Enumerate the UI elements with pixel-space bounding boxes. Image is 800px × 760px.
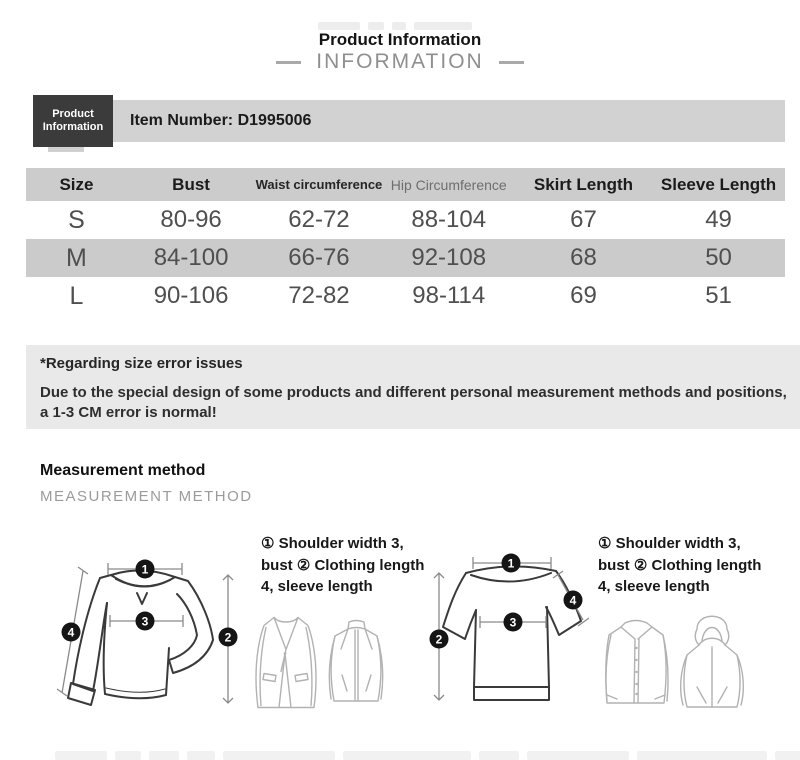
faded-next-text — [55, 751, 800, 760]
faded-block — [187, 751, 215, 760]
table-row-m — [26, 239, 785, 277]
faded-block — [368, 22, 384, 30]
faded-block — [479, 751, 519, 760]
faded-block — [223, 751, 335, 760]
table-row-s — [26, 201, 785, 239]
product-info-badge — [33, 95, 113, 147]
blazer-illustration — [248, 611, 324, 716]
faded-block — [775, 751, 800, 760]
item-number-text: Item Number: D1995006 — [130, 112, 312, 129]
cell-bust: 84-100 — [153, 244, 229, 271]
column-header-size: Size — [59, 174, 94, 194]
marker-1: 1 — [141, 562, 149, 577]
legend-line: ① Shoulder width 3, — [261, 535, 404, 552]
section-subtitle: INFORMATION — [316, 50, 484, 73]
legend-line: bust ② Clothing length — [598, 556, 762, 574]
cell-sleeve: 50 — [705, 244, 732, 271]
sweatshirt-outline — [68, 570, 213, 705]
measurement-subtitle: MEASUREMENT METHOD — [40, 488, 253, 505]
legend-line: ① Shoulder width 3, — [598, 535, 741, 552]
tshirt-measurement-diagram — [423, 548, 598, 713]
cell-hip: 98-114 — [412, 282, 486, 309]
table-row-l — [26, 277, 785, 315]
item-number-bar — [33, 100, 785, 142]
zip-jacket-illustration — [321, 617, 392, 707]
faded-previous-text — [318, 22, 472, 30]
cell-bust: 90-106 — [153, 282, 229, 309]
badge-fold — [48, 147, 84, 152]
cell-hip: 92-108 — [411, 244, 487, 271]
marker-2: 2 — [435, 632, 443, 647]
cell-skirt: 68 — [570, 244, 597, 271]
divider-dash-right — [499, 61, 524, 64]
column-header-hip: Hip Circumference — [390, 176, 507, 193]
faded-block — [55, 751, 107, 760]
cell-size: M — [66, 243, 87, 272]
cell-bust: 80-96 — [160, 206, 222, 233]
marker-1: 1 — [507, 556, 515, 571]
badge-line-1: Product — [52, 108, 94, 120]
faded-block — [637, 751, 767, 760]
column-header-bust: Bust — [172, 174, 210, 194]
column-header-sleeve: Sleeve Length — [660, 174, 777, 194]
cell-size: L — [69, 281, 84, 310]
section-subtitle-row — [0, 50, 800, 74]
measurement-legend-right — [598, 533, 796, 598]
cell-waist: 72-82 — [288, 282, 350, 309]
marker-4: 4 — [569, 593, 577, 608]
cell-skirt: 69 — [570, 282, 597, 309]
faded-block — [392, 22, 406, 30]
note-title: *Regarding size error issues — [40, 355, 243, 372]
cell-sleeve: 49 — [705, 206, 732, 233]
note-body: Due to the special design of some products and different personal measurement methods and positions, a 1-3 CM error is normal! — [40, 384, 787, 421]
section-title: Product Information — [318, 30, 482, 49]
cell-sleeve: 51 — [705, 282, 732, 309]
legend-line: 4, sleeve length — [598, 578, 710, 595]
faded-block — [318, 22, 360, 30]
cell-hip: 88-104 — [411, 206, 487, 233]
cell-size: S — [68, 205, 85, 234]
marker-3: 3 — [141, 614, 149, 629]
size-error-note — [26, 345, 800, 429]
shirt-illustration — [597, 616, 675, 712]
size-table — [26, 168, 785, 315]
cell-skirt: 67 — [570, 206, 597, 233]
tshirt-outline — [443, 566, 581, 700]
marker-3: 3 — [509, 615, 517, 630]
marker-2: 2 — [224, 630, 232, 645]
size-table-header — [26, 168, 785, 201]
legend-line: bust ② Clothing length — [261, 556, 425, 574]
faded-block — [527, 751, 629, 760]
hoodie-illustration — [673, 607, 752, 718]
faded-block — [343, 751, 471, 760]
long-sleeve-measurement-diagram — [45, 548, 240, 713]
column-header-waist: Waist circumference — [255, 177, 383, 192]
cell-waist: 66-76 — [288, 244, 350, 271]
badge-line-2: Information — [42, 121, 104, 133]
divider-dash-left — [276, 61, 301, 64]
legend-line: 4, sleeve length — [261, 578, 373, 595]
faded-block — [414, 22, 472, 30]
cell-waist: 62-72 — [288, 206, 350, 233]
column-header-skirt: Skirt Length — [533, 174, 634, 194]
marker-4: 4 — [67, 625, 75, 640]
faded-block — [115, 751, 141, 760]
faded-block — [149, 751, 179, 760]
measurement-legend-left — [261, 533, 431, 598]
measurement-title: Measurement method — [40, 462, 206, 479]
